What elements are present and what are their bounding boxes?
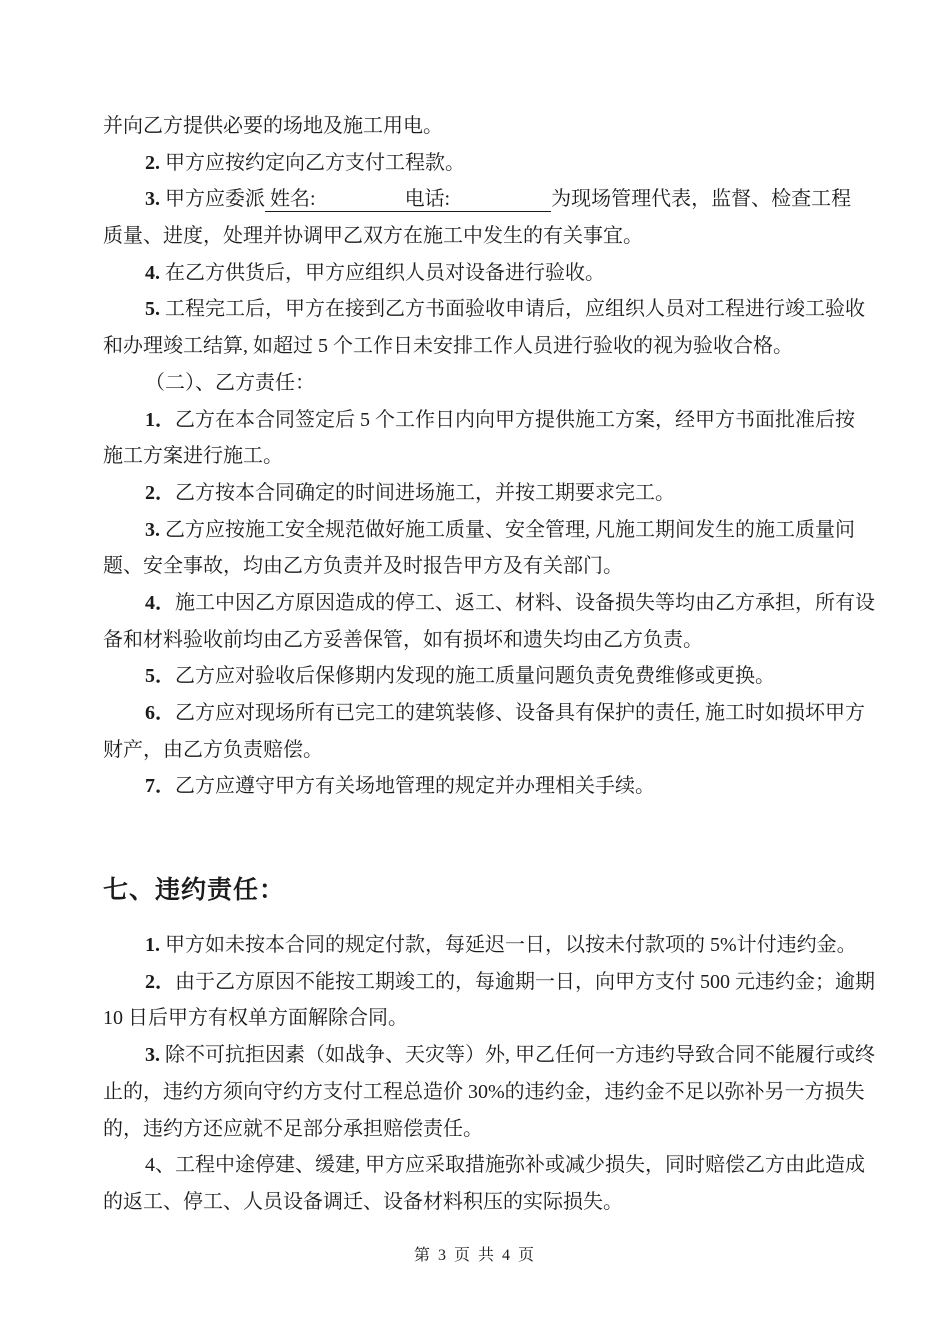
contract-line: 题、安全事故，均由乙方负责并及时报告甲方及有关部门。	[103, 555, 623, 578]
contract-line: 3. 乙方应按施工安全规范做好施工质量、安全管理, 凡施工期间发生的施工质量问	[145, 518, 855, 541]
contract-line: 2. 甲方应按约定向乙方支付工程款。	[145, 151, 465, 174]
contract-line: 财产，由乙方负责赔偿。	[103, 738, 323, 761]
item-number: 6．	[145, 702, 175, 724]
page-footer: 第 3 页 共 4 页	[413, 1247, 536, 1264]
item-number: 4.	[145, 261, 165, 284]
contract-line: 10 日后甲方有权单方面解除合同。	[103, 1007, 408, 1030]
contract-line: 和办理竣工结算, 如超过 5 个工作日未安排工作人员进行验收的视为验收合格。	[103, 335, 793, 358]
contract-line: 3. 除不可抗拒因素（如战争、天灾等）外, 甲乙任何一方违约导致合同不能履行或终	[145, 1044, 875, 1067]
item-number: 5.	[145, 298, 165, 321]
section-heading-breach-liability: 七、违约责任：	[103, 877, 286, 905]
blank-space	[455, 203, 551, 205]
contract-line: 的，违约方还应就不足部分承担赔偿责任。	[103, 1117, 483, 1140]
item-number: 7．	[145, 775, 175, 798]
contract-line: 5．乙方应对验收后保修期内发现的施工质量问题负责免费维修或更换。	[145, 665, 775, 688]
contract-line: 质量、进度，处理并协调甲乙双方在施工中发生的有关事宜。	[103, 225, 643, 248]
contract-line: 6．乙方应对现场所有已完工的建筑装修、设备具有保护的责任, 施工时如损坏甲方	[145, 702, 865, 724]
contract-line: 1．乙方在本合同签定后 5 个工作日内向甲方提供施工方案，经甲方书面批准后按	[145, 408, 855, 431]
contract-line: 的返工、停工、人员设备调迁、设备材料积压的实际损失。	[103, 1190, 623, 1213]
item-number: 3.	[145, 1044, 165, 1067]
contract-line: 施工方案进行施工。	[103, 445, 283, 468]
contract-line: 1. 甲方如未按本合同的规定付款，每延迟一日，以按未付款项的 5%计付违约金。	[145, 934, 857, 957]
contract-line: 7．乙方应遵守甲方有关场地管理的规定并办理相关手续。	[145, 775, 655, 798]
item-number: 2.	[145, 151, 165, 174]
item-number: 5．	[145, 665, 175, 688]
contract-line: 2．乙方按本合同确定的时间进场施工，并按工期要求完工。	[145, 481, 675, 504]
contract-line: 备和材料验收前均由乙方妥善保管，如有损坏和遗失均由乙方负责。	[103, 628, 703, 651]
contract-line: 并向乙方提供必要的场地及施工用电。	[103, 115, 443, 137]
contract-line: （二）、乙方责任：	[145, 371, 315, 394]
contract-line: 4．施工中因乙方原因造成的停工、返工、材料、设备损失等均由乙方承担，所有设	[145, 591, 875, 614]
contract-line: 5. 工程完工后，甲方在接到乙方书面验收申请后，应组织人员对工程进行竣工验收	[145, 298, 865, 321]
contract-line: 止的，违约方须向守约方支付工程总造价 30%的违约金，违约金不足以弥补另一方损失	[103, 1080, 865, 1103]
item-number: 2．	[145, 970, 175, 993]
blank-space	[321, 203, 405, 205]
item-number: 1．	[145, 408, 175, 431]
fill-in-blank: 姓名: 电话:	[265, 187, 551, 212]
contract-line: 4. 在乙方供货后，甲方应组织人员对设备进行验收。	[145, 261, 605, 284]
item-number: 2．	[145, 481, 175, 504]
page-content	[103, 108, 875, 1221]
item-number: 4．	[145, 591, 175, 614]
item-number: 3.	[145, 518, 165, 541]
contract-line: 4、工程中途停建、缓建, 甲方应采取措施弥补或减少损失，同时赔偿乙方由此造成	[145, 1154, 865, 1177]
body-block-breach	[103, 927, 875, 1221]
contract-line: 3. 甲方应委派 姓名: 电话: 为现场管理代表，监督、检查工程	[145, 188, 852, 211]
body-block-responsibilities	[103, 108, 875, 805]
contract-line: 2．由于乙方原因不能按工期竣工的，每逾期一日，向甲方支付 500 元违约金；逾期	[145, 970, 875, 993]
item-number: 1.	[145, 934, 165, 957]
item-number: 3.	[145, 188, 165, 211]
